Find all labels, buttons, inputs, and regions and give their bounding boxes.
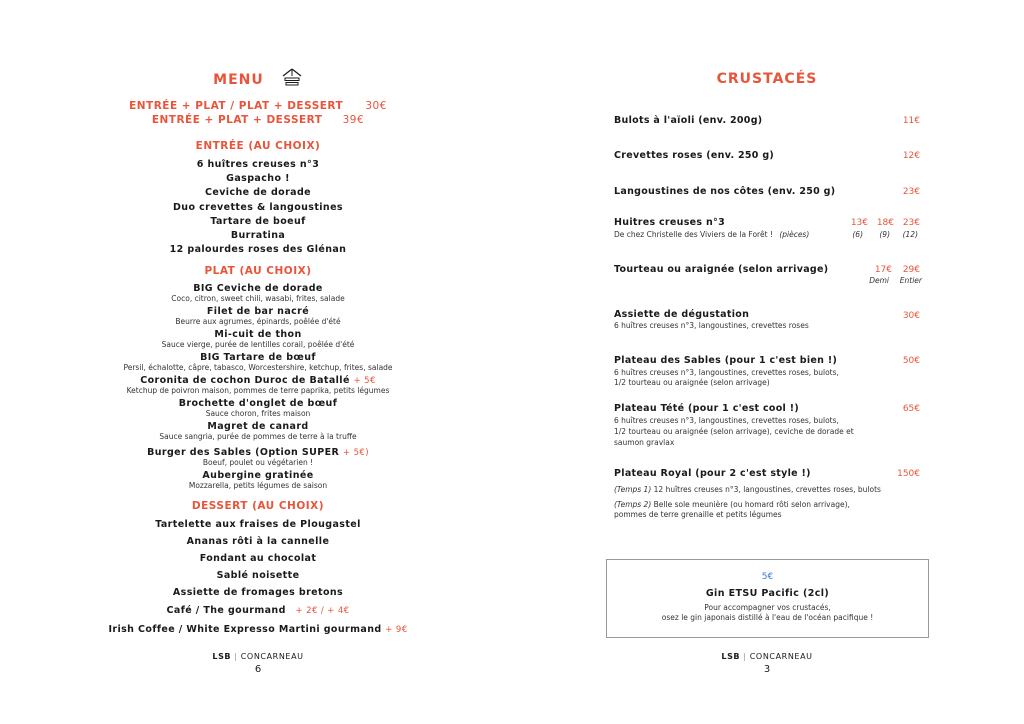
bulots-price: 11€ <box>902 116 920 126</box>
plat-extra-price: + 5€) <box>342 448 369 458</box>
entree-item: Tartare de boeuf <box>210 216 306 227</box>
huitres-desc <box>614 230 809 241</box>
dessert-item: Irish Coffee / White Expresso Martini gourmand <box>108 624 382 635</box>
dessert-item: Fondant au chocolat <box>199 553 317 564</box>
gin-price: 5€ <box>761 572 774 582</box>
dessert-title: DESSERT (AU CHOIX) <box>191 500 325 512</box>
page-number: 6 <box>254 664 262 675</box>
assiette-price: 30€ <box>902 311 920 321</box>
plateau-sables-name: Plateau des Sables (pour 1 c'est bien !) <box>614 355 838 366</box>
plat-desc: Coco, citron, sweet chili, wasabi, frites, salade <box>171 294 345 303</box>
temps2-label: (Temps 2) <box>614 500 652 509</box>
plateau-tete-price: 65€ <box>902 404 920 414</box>
plateau-royal-name: Plateau Royal (pour 2 c'est style !) <box>614 468 811 479</box>
entree-item: Duo crevettes & langoustines <box>173 202 343 213</box>
assiette-desc: 6 huîtres creuses n°3, langoustines, crevettes roses <box>614 321 809 330</box>
footer-brand: LSB <box>212 652 232 661</box>
dessert-extra-price: + 9€ <box>385 625 408 635</box>
plateau-tete-desc: 6 huîtres creuses n°3, langoustines, crevettes roses, bulots, <box>614 416 839 425</box>
plat-name: Brochette d'onglet de bœuf <box>178 398 338 409</box>
plat-extra-price: + 5€ <box>353 376 376 386</box>
plateau-sables-desc: 1/2 tourteau ou araignée (selon arrivage) <box>614 378 770 387</box>
huitres-pieces-6: (6) <box>852 230 863 239</box>
house-sign-icon <box>281 68 303 92</box>
plateau-sables-desc: 6 huîtres creuses n°3, langoustines, crevettes roses, bulots, <box>614 368 839 377</box>
bulots-name: Bulots à l'aïoli (env. 200g) <box>614 115 763 126</box>
entree-item: Gaspacho ! <box>226 173 290 184</box>
footer: LSB | CONCARNEAU <box>721 652 813 661</box>
plateau-royal-temps2-line2: pommes de terre grenaille et petits légumes <box>614 510 782 519</box>
tourteau-price-demi: 17€ <box>874 265 892 275</box>
plateau-sables-price: 50€ <box>902 356 920 366</box>
langoustines-name: Langoustines de nos côtes (env. 250 g) <box>614 186 836 197</box>
dessert-item: Sablé noisette <box>216 570 300 581</box>
tourteau-price-entier: 29€ <box>902 265 920 275</box>
formula-1 <box>95 100 421 112</box>
menu-title: MENU <box>213 72 264 88</box>
gin-name: Gin ETSU Pacific (2cl) <box>705 588 830 599</box>
huitres-pieces-9: (9) <box>879 230 890 239</box>
entree-item: 12 palourdes roses des Glénan <box>169 244 347 255</box>
huitres-price-12: 23€ <box>902 218 920 228</box>
temps1-label: (Temps 1) <box>614 485 652 494</box>
plat-name: BIG Ceviche de dorade <box>193 283 323 294</box>
page-number: 3 <box>763 664 771 675</box>
plat-desc: Sauce vierge, purée de lentilles corail, poêlée d'été <box>161 340 355 349</box>
plat-name: Burger des Sables (Option SUPER <box>147 447 340 458</box>
plat-desc: Mozzarella, petits légumes de saison <box>188 481 328 490</box>
footer-place: CONCARNEAU <box>240 652 304 661</box>
plat-name-row <box>95 375 421 386</box>
dessert-item-row <box>85 624 431 635</box>
plateau-tete-desc: 1/2 tourteau ou araignée (selon arrivage), ceviche de dorade et <box>614 427 854 436</box>
crustaces-title: CRUSTACÉS <box>716 71 818 87</box>
dessert-item-row <box>95 605 421 616</box>
formula-2-label: ENTRÉE + PLAT + DESSERT <box>151 114 323 126</box>
footer-place: CONCARNEAU <box>749 652 813 661</box>
plat-name: Filet de bar nacré <box>206 306 310 317</box>
plat-name: Mi-cuit de thon <box>214 329 302 340</box>
gin-desc: Pour accompagner vos crustacés, <box>704 603 831 612</box>
plat-name-row <box>95 447 421 458</box>
plateau-royal-temps1 <box>614 485 881 496</box>
plateau-royal-temps2 <box>614 500 850 511</box>
formula-1-label: ENTRÉE + PLAT / PLAT + DESSERT <box>129 100 344 112</box>
huitres-pieces-label: (pièces) <box>779 230 810 239</box>
gin-box <box>606 559 929 638</box>
huitres-origin: De chez Christelle des Viviers de la Forêt ! <box>614 230 773 239</box>
plat-desc: Ketchup de poivron maison, pommes de terre paprika, petits légumes <box>126 386 390 395</box>
tourteau-size-entier: Entier <box>899 276 922 285</box>
plat-desc: Sauce choron, frites maison <box>205 409 311 418</box>
plat-name: Coronita de cochon Duroc de Batallé <box>140 375 350 386</box>
entree-item: 6 huîtres creuses n°3 <box>196 159 320 170</box>
crevettes-name: Crevettes roses (env. 250 g) <box>614 150 775 161</box>
dessert-item: Café / The gourmand <box>166 605 286 616</box>
entree-item: Ceviche de dorade <box>204 187 312 198</box>
plateau-tete-desc: saumon gravlax <box>614 438 675 447</box>
temps1-desc: 12 huîtres creuses n°3, langoustines, crevettes roses, bulots <box>653 485 881 494</box>
entree-item: Burratina <box>230 230 286 241</box>
tourteau-size-demi: Demi <box>869 276 889 285</box>
dessert-item: Ananas rôti à la cannelle <box>186 536 330 547</box>
footer-brand: LSB <box>721 652 741 661</box>
entree-title: ENTRÉE (AU CHOIX) <box>195 140 321 152</box>
huitres-price-9: 18€ <box>876 218 894 228</box>
tourteau-name: Tourteau ou araignée (selon arrivage) <box>614 264 829 275</box>
plateau-tete-name: Plateau Tété (pour 1 c'est cool !) <box>614 403 799 414</box>
formula-2 <box>95 114 421 126</box>
plat-name: BIG Tartare de bœuf <box>200 352 316 363</box>
footer: LSB | CONCARNEAU <box>212 652 304 661</box>
gin-desc: osez le gin japonais distillé à l'eau de l'océan pacifique ! <box>661 613 874 622</box>
menu-header <box>95 68 421 92</box>
plat-name: Aubergine gratinée <box>202 470 314 481</box>
plateau-royal-price: 150€ <box>897 469 920 479</box>
temps2-desc: Belle sole meunière (ou homard rôti selon arrivage), <box>653 500 850 509</box>
plat-name: Magret de canard <box>207 421 309 432</box>
crevettes-price: 12€ <box>902 151 920 161</box>
huitres-price-6: 13€ <box>850 218 868 228</box>
plat-desc: Sauce sangria, purée de pommes de terre à la truffe <box>159 432 357 441</box>
plat-desc: Boeuf, poulet ou végétarien ! <box>202 458 314 467</box>
plat-desc: Beurre aux agrumes, épinards, poêlée d'été <box>175 317 341 326</box>
plat-title: PLAT (AU CHOIX) <box>204 265 312 277</box>
dessert-item: Tartelette aux fraises de Plougastel <box>155 519 361 530</box>
huitres-pieces-12: (12) <box>902 230 918 239</box>
langoustines-price: 23€ <box>902 187 920 197</box>
formula-1-price: 30€ <box>365 100 387 112</box>
dessert-item: Assiette de fromages bretons <box>172 587 344 598</box>
huitres-name: Huitres creuses n°3 <box>614 217 726 228</box>
formula-2-price: 39€ <box>342 114 365 126</box>
dessert-extra-price: + 2€ / + 4€ <box>295 606 350 616</box>
assiette-name: Assiette de dégustation <box>614 309 750 320</box>
plat-desc: Persil, échalotte, câpre, tabasco, Worcestershire, ketchup, frites, salade <box>123 363 393 372</box>
